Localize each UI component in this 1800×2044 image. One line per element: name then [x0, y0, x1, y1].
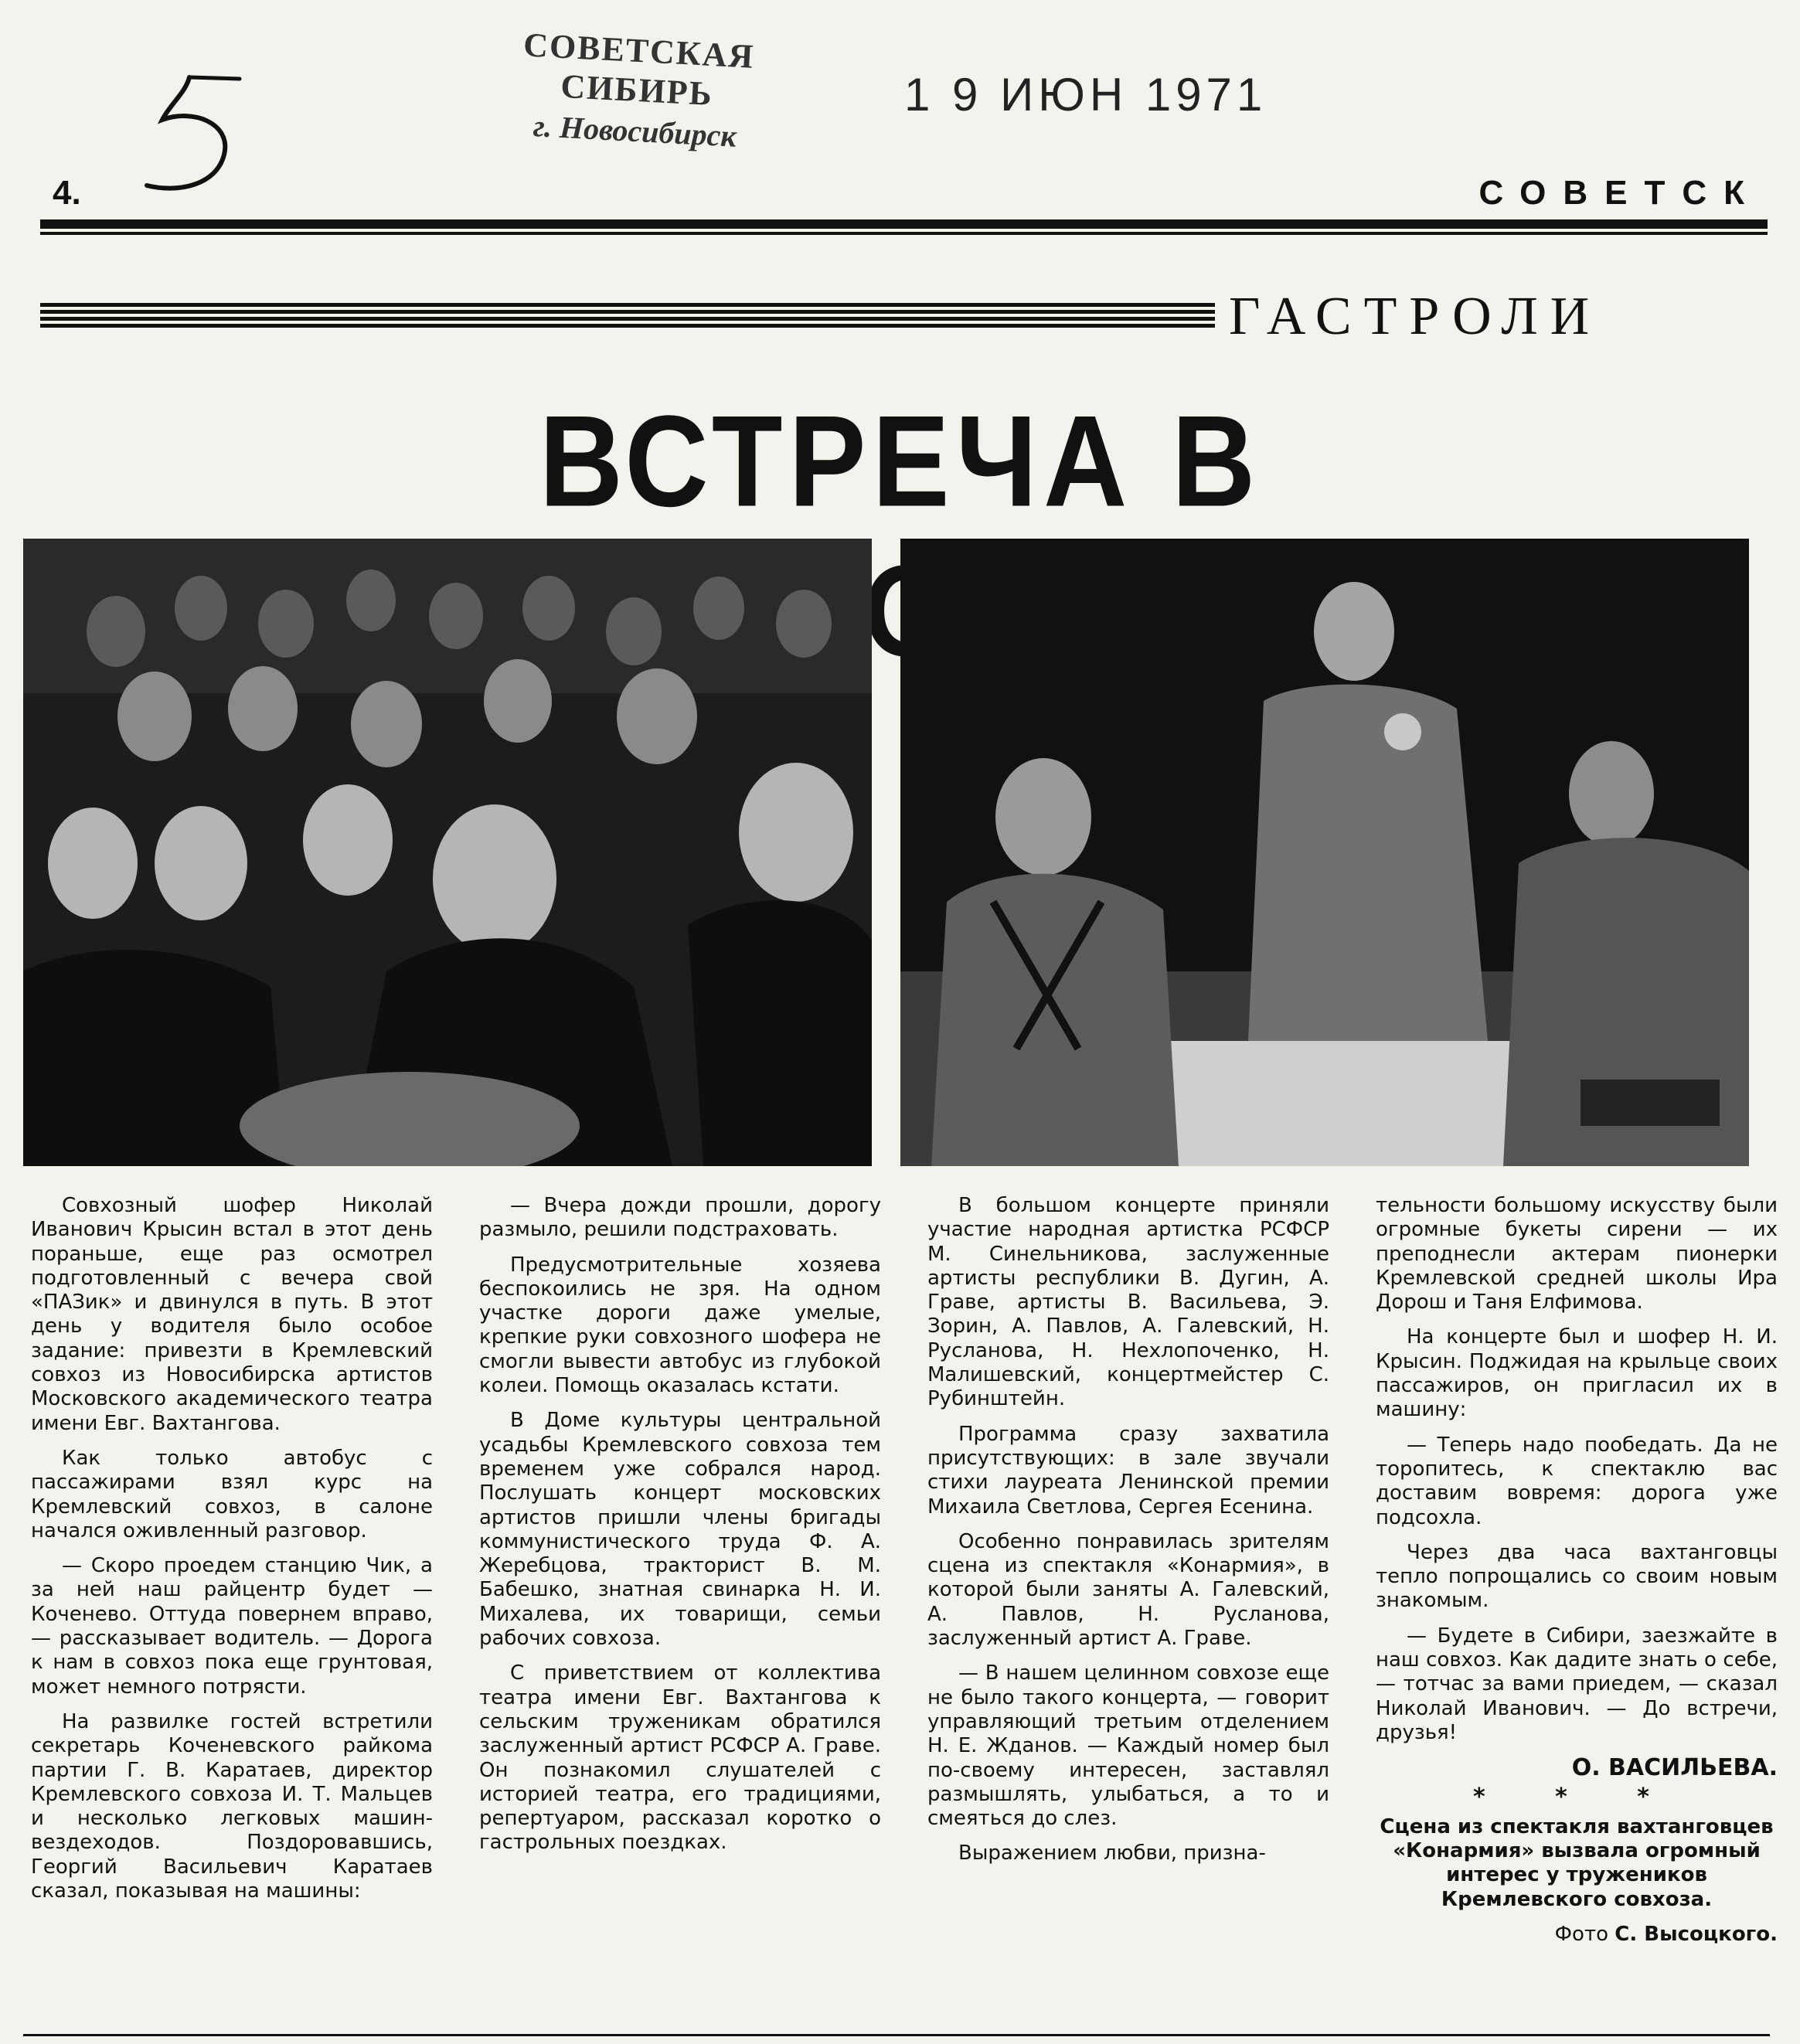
article-paragraph: Особенно понравилась зрителям сцена из спектакля «Конармия», в которой были заняты А. Галевский, А. Павлов, Н. Русланова, заслуженный артист А. Граве. [927, 1529, 1329, 1651]
handwritten-number [116, 62, 271, 216]
article-paragraph: Через два часа вахтанговцы тепло попрощались со своим новым знакомым. [1376, 1540, 1778, 1613]
photo-credit-prefix: Фото [1554, 1923, 1609, 1947]
article-paragraph: — Теперь надо пообедать. Да не торопитесь, к спектаклю вас доставим вовремя: дорога уже подсохла. [1376, 1433, 1778, 1529]
article-paragraph: Как только автобус с пассажирами взял курс на Кремлевский совхоз, в салоне начался оживленный разговор. [31, 1446, 433, 1542]
photo-credit [1376, 1923, 1778, 1947]
audience-illustration [23, 539, 872, 1166]
author-signature: О. ВАСИЛЬЕВА. [1571, 1754, 1778, 1782]
article-paragraph: Программа сразу захватила присутствующих: в зале звучали стихи лауреата Ленинской премии Михаила Светлова, Сергея Есенина. [927, 1422, 1329, 1519]
article-paragraph: На концерте был и шофер Н. И. Крысин. Поджидая на крыльце своих пассажиров, он пригласил их в машину: [1376, 1325, 1778, 1422]
article-paragraph: В большом концерте приняли участие народная артистка РСФСР М. Синельникова, заслуженные артисты республики В. Дугин, А. Граве, артисты В. Васильева, Э. Зорин, А. Павлов, А. Галевский, Н. Русланова, Н. Нехлопоченко, Н. Малишевский, концертмейстер С. Рубинштейн. [927, 1194, 1329, 1411]
article-paragraph: — Будете в Сибири, заезжайте в наш совхоз. Как дадите знать о себе, — тотчас за вами приедем, — сказал Николай Иванович. — До встречи, друзья! [1376, 1624, 1778, 1744]
stamp-line-2: г. Новосибирск [532, 108, 737, 154]
rubric-title: ГАСТРОЛИ [1229, 287, 1602, 346]
article-column-3 [927, 1194, 1329, 1877]
rubric-lines [40, 303, 1215, 337]
article-paragraph: — Вчера дожди прошли, дорогу размыло, решили подстраховать. [479, 1194, 881, 1242]
section-stars: * * * [1473, 1783, 1680, 1811]
photo-audience [23, 539, 872, 1166]
article-paragraph: На развилке гостей встретили секретарь Коченевского райкома партии Г. В. Каратаев, директор Кремлевского совхоза И. Т. Мальцев и несколько легковых машин-вездеходов. Поздоровавшись, Георгий Васильевич Каратаев сказал, показывая на машины: [31, 1709, 433, 1903]
photo-stage-scene [900, 539, 1749, 1166]
article-paragraph: Предусмотрительные хозяева беспокоились не зря. На одном участке дороги даже умелые, крепкие руки совхозного шофера не смогли вывести автобус из глубокой колеи. Помощь оказалась кстати. [479, 1253, 881, 1398]
photo-credit-name: С. Высоцкого. [1615, 1923, 1778, 1947]
header-rule-thick [40, 219, 1768, 229]
article-paragraph: В Доме культуры центральной усадьбы Кремлевского совхоза тем временем уже собрался народ. Послушать концерт московских артистов пришли члены бригады коммунистического труда Ф. А. Жеребцова, тракторист В. М. Бабешко, знатная свинарка Н. И. Михалева, их товарищи, семьи рабочих совхоза. [479, 1409, 881, 1651]
article-paragraph: Совхозный шофер Николай Иванович Крысин встал в этот день пораньше, еще раз осмотрел подготовленный с вечера свой «ПАЗик» и двинулся в путь. В этот день у водителя было особое задание: привезти в Кремлевский совхоз из Новосибирска артистов Московского академического театра имени Евг. Вахтангова. [31, 1194, 433, 1435]
stamp-line-1: СОВЕТСКАЯ СИБИРЬ [522, 26, 756, 114]
photo-caption: Сцена из спектакля вахтанговцев «Конармия» вызвала огромный интерес у тружеников Кремлевского совхоза. [1380, 1814, 1774, 1911]
stage-illustration [900, 539, 1749, 1166]
article-paragraph-continued: тельности большому искусству были огромные букеты сирени — их преподнесли актерам пионерки Кремлевской средней школы Ира Дорош и Таня Елфимова. [1376, 1194, 1778, 1314]
article-paragraph: Выражением любви, призна- [958, 1842, 1266, 1865]
footer-rule [23, 2034, 1770, 2036]
headline: ВСТРЕЧА В [539, 388, 1262, 534]
stamp-date: 1 9 ИЮН 1971 [904, 69, 1267, 121]
article-paragraph: — В нашем целинном совхозе еще не было такого концерта, — говорит управляющий третьим отделением Н. Е. Жданов. — Каждый номер был по-своему интересен, заставлял размышлять, улыбаться, а то и смеяться до слез. [927, 1661, 1329, 1831]
page-number: 4. [53, 174, 81, 212]
article-paragraph: — Скоро проедем станцию Чик, а за ней наш райцентр будет — Коченево. Оттуда повернем вправо, — рассказывает водитель. — Дорога к нам в совхоз пока еще грунтовая, может немного потрясти. [31, 1554, 433, 1699]
article-column-2 [479, 1194, 881, 1866]
header-rule-thin [40, 232, 1768, 235]
article-paragraph: С приветствием от коллектива театра имени Евг. Вахтангова к сельским труженикам обратился заслуженный артист РСФСР А. Граве. Он познакомил слушателей с историей театра, его традициями, репертуаром, рассказал коротко о гастрольных поездках. [479, 1661, 881, 1855]
newspaper-name: СОВЕТСК [1478, 174, 1761, 212]
article-column-4 [1376, 1194, 1778, 1947]
article-column-1 [31, 1194, 433, 1914]
library-stamp [454, 22, 822, 154]
